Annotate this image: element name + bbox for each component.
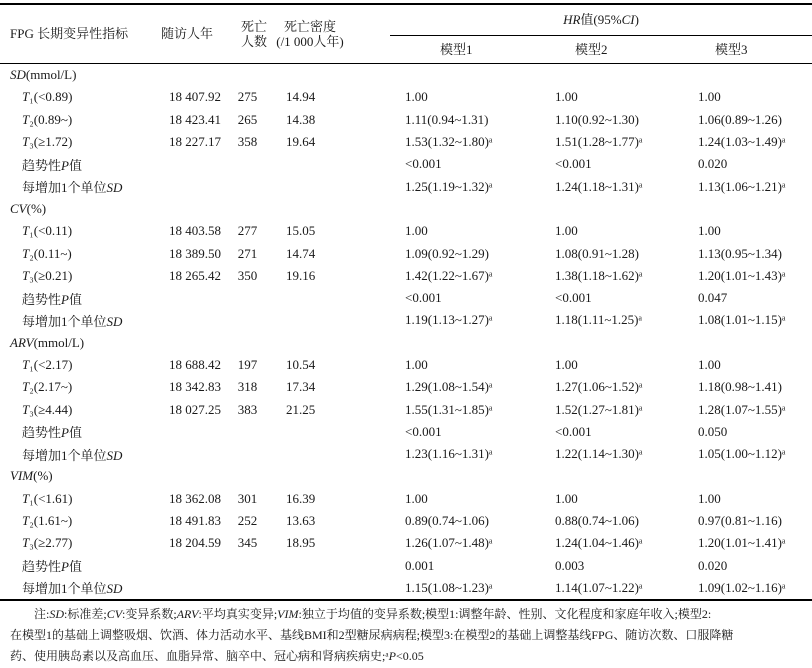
paper-table-page <box>0 3 812 667</box>
cell-deaths: 252 <box>237 513 258 529</box>
col-header-density <box>270 4 390 64</box>
cell-m1: 1.00 <box>405 490 428 506</box>
cell-m3: 1.05(1.00~1.12)ᵃ <box>698 446 786 462</box>
cell-m3: 1.18(0.98~1.41) <box>698 379 782 395</box>
col-header-density-line2: (/1 000人年) <box>276 34 344 49</box>
cell-density: 10.54 <box>286 357 316 372</box>
cell-m1: 1.19(1.13~1.27)ᵃ <box>405 312 493 328</box>
col-header-model1: 模型1 <box>440 41 473 57</box>
cell-deaths: 271 <box>237 245 258 261</box>
col-header-indicator: FPG 长期变异性指标 <box>10 26 129 42</box>
cell-m2: 0.88(0.74~1.06) <box>555 513 639 529</box>
cell-deaths: 277 <box>237 223 258 239</box>
table-footnote <box>0 601 812 667</box>
cell-label: T₁(<0.89) <box>22 89 73 105</box>
cell-m3: 0.047 <box>698 290 728 306</box>
table-row <box>0 555 812 577</box>
cell-m1: 1.00 <box>405 223 428 239</box>
cell-label: 趋势性P值 <box>22 291 82 307</box>
table-row <box>0 287 812 309</box>
cell-m3: 1.00 <box>698 357 721 372</box>
empty-cell <box>160 198 225 220</box>
col-header-model2: 模型2 <box>575 41 608 57</box>
empty-cell <box>390 465 540 487</box>
table-row <box>0 577 812 600</box>
section-label: VIM(%) <box>10 468 53 484</box>
cell-deaths: 197 <box>237 357 258 372</box>
empty-cell <box>225 198 270 220</box>
cell-m2: <0.001 <box>555 156 592 172</box>
cell-m2: 0.003 <box>555 557 585 573</box>
cell-deaths: 275 <box>237 89 258 105</box>
cell-m3: 1.09(1.02~1.16)ᵃ <box>698 579 786 595</box>
cell-m2: 1.10(0.92~1.30) <box>555 111 639 127</box>
cell-m1: 1.00 <box>405 357 428 372</box>
footnote-line: 注:SD:标准差;CV:变异系数;ARV:平均真实变异;VIM:独立于均值的变异系数;模型1:调整年龄、性别、文化程度和家庭年收入;模型2: <box>34 607 712 622</box>
cell-deaths <box>225 175 270 197</box>
cell-density: 16.39 <box>286 490 316 506</box>
cell-label: T₂(2.17~) <box>22 379 73 395</box>
cell-density: 14.74 <box>286 245 316 261</box>
cell-fu: 18 342.83 <box>169 379 221 395</box>
cell-density <box>270 577 390 600</box>
cell-deaths <box>225 153 270 175</box>
cell-label: T₃(≥2.77) <box>22 535 73 551</box>
empty-cell <box>270 64 390 87</box>
cell-m2: 1.14(1.07~1.22)ᵃ <box>555 579 643 595</box>
cell-deaths: 301 <box>237 490 258 506</box>
cell-deaths: 318 <box>237 379 258 395</box>
empty-cell <box>690 465 812 487</box>
cell-label: 趋势性P值 <box>22 157 82 173</box>
cell-label: T₃(≥0.21) <box>22 267 73 283</box>
empty-cell <box>225 465 270 487</box>
cell-m1: 1.25(1.19~1.32)ᵃ <box>405 178 493 194</box>
cell-m1: <0.001 <box>405 290 442 306</box>
cell-m3: 1.20(1.01~1.41)ᵃ <box>698 535 786 551</box>
empty-cell <box>160 332 225 354</box>
col-header-deaths <box>225 4 270 64</box>
cell-label: T₁(<2.17) <box>22 357 73 372</box>
cell-deaths: 265 <box>237 111 258 127</box>
cell-label: 每增加1个单位SD <box>22 313 123 329</box>
cell-deaths <box>225 421 270 443</box>
table-row <box>0 153 812 175</box>
table-row <box>0 354 812 376</box>
cell-fu: 18 362.08 <box>169 490 221 506</box>
cell-density <box>270 443 390 465</box>
table-row <box>0 220 812 242</box>
cell-m2: 1.52(1.27~1.81)ᵃ <box>555 401 643 417</box>
table-row <box>0 175 812 197</box>
cell-density <box>270 153 390 175</box>
table-row <box>0 86 812 108</box>
empty-cell <box>540 198 690 220</box>
cell-m3: 1.00 <box>698 89 721 105</box>
col-header-hr-group: HR值(95%CI) <box>390 4 812 36</box>
table-row <box>0 109 812 131</box>
cell-m1: 0.89(0.74~1.06) <box>405 513 489 529</box>
empty-cell <box>690 64 812 87</box>
cell-density: 14.94 <box>286 89 316 105</box>
cell-deaths: 345 <box>237 535 258 551</box>
table-row <box>0 510 812 532</box>
empty-cell <box>270 198 390 220</box>
cell-m1: 1.23(1.16~1.31)ᵃ <box>405 446 493 462</box>
fpg-variability-mortality-table <box>0 3 812 601</box>
table-row <box>0 265 812 287</box>
col-header-deaths-line1: 死亡 <box>240 18 267 34</box>
cell-density: 19.64 <box>286 134 316 150</box>
cell-fu <box>160 175 225 197</box>
cell-fu: 18 491.83 <box>169 513 221 529</box>
cell-m3: 1.20(1.01~1.43)ᵃ <box>698 267 786 283</box>
cell-fu: 18 204.59 <box>169 535 221 551</box>
cell-m2: 1.00 <box>555 89 578 105</box>
section-label: SD(mmol/L) <box>10 67 77 83</box>
cell-m1: 1.53(1.32~1.80)ᵃ <box>405 134 493 150</box>
footnote-line: 在模型1的基础上调整吸烟、饮酒、体力活动水平、基线BMI和2型糖尿病病程;模型3:在模型2的基础上调整基线FPG、随访次数、口服降糖 <box>10 628 734 643</box>
cell-deaths <box>225 309 270 331</box>
table-row <box>0 398 812 420</box>
cell-density: 15.05 <box>286 223 316 239</box>
cell-m2: <0.001 <box>555 290 592 306</box>
cell-density: 13.63 <box>286 513 316 529</box>
cell-density: 14.38 <box>286 111 316 127</box>
cell-label: 每增加1个单位SD <box>22 180 123 196</box>
table-header <box>0 4 812 64</box>
cell-m2: 1.22(1.14~1.30)ᵃ <box>555 446 643 462</box>
cell-density: 21.25 <box>286 401 316 417</box>
cell-fu: 18 265.42 <box>169 267 221 283</box>
section-row <box>0 332 812 354</box>
section-label: ARV(mmol/L) <box>10 334 85 350</box>
cell-m2: 1.51(1.28~1.77)ᵃ <box>555 134 643 150</box>
cell-deaths: 350 <box>237 267 258 283</box>
col-header-model3: 模型3 <box>715 41 748 57</box>
cell-fu: 18 688.42 <box>169 357 221 372</box>
cell-m2: 1.18(1.11~1.25)ᵃ <box>555 312 643 328</box>
cell-fu: 18 423.41 <box>169 111 221 127</box>
cell-m2: 1.00 <box>555 490 578 506</box>
cell-m2: 1.38(1.18~1.62)ᵃ <box>555 267 643 283</box>
cell-density <box>270 309 390 331</box>
cell-fu: 18 407.92 <box>169 89 221 105</box>
cell-m3: 1.28(1.07~1.55)ᵃ <box>698 401 786 417</box>
section-row <box>0 465 812 487</box>
cell-fu: 18 389.50 <box>169 245 221 261</box>
cell-m1: <0.001 <box>405 156 442 172</box>
cell-m1: 1.09(0.92~1.29) <box>405 245 489 261</box>
empty-cell <box>540 64 690 87</box>
cell-label: 每增加1个单位SD <box>22 447 123 463</box>
cell-label: 每增加1个单位SD <box>22 581 123 597</box>
col-header-person-years: 随访人年 <box>160 26 213 42</box>
cell-deaths <box>225 577 270 600</box>
cell-density <box>270 287 390 309</box>
cell-label: T₂(0.89~) <box>22 111 73 127</box>
cell-m1: 1.55(1.31~1.85)ᵃ <box>405 401 493 417</box>
cell-fu <box>160 421 225 443</box>
empty-cell <box>225 64 270 87</box>
cell-fu <box>160 287 225 309</box>
cell-m3: 0.97(0.81~1.16) <box>698 513 782 529</box>
cell-density <box>270 555 390 577</box>
cell-m1: 1.26(1.07~1.48)ᵃ <box>405 535 493 551</box>
cell-m3: 0.050 <box>698 423 728 439</box>
cell-m1: 1.42(1.22~1.67)ᵃ <box>405 267 493 283</box>
cell-label: 趋势性P值 <box>22 559 82 575</box>
cell-m2: 1.00 <box>555 223 578 239</box>
table-row <box>0 131 812 153</box>
cell-fu <box>160 443 225 465</box>
empty-cell <box>390 64 540 87</box>
cell-m3: 1.24(1.03~1.49)ᵃ <box>698 134 786 150</box>
cell-deaths: 358 <box>237 134 258 150</box>
cell-fu: 18 403.58 <box>169 223 221 239</box>
cell-density <box>270 175 390 197</box>
cell-fu <box>160 577 225 600</box>
cell-m3: 1.13(0.95~1.34) <box>698 245 782 261</box>
cell-label: T₁(<0.11) <box>22 223 73 239</box>
section-row <box>0 64 812 87</box>
cell-m3: 1.00 <box>698 490 721 506</box>
cell-m2: 1.27(1.06~1.52)ᵃ <box>555 379 643 395</box>
cell-m1: 1.00 <box>405 89 428 105</box>
cell-density <box>270 421 390 443</box>
cell-density: 19.16 <box>286 267 316 283</box>
cell-m1: 1.11(0.94~1.31) <box>405 111 489 127</box>
footnote-line: 药、使用胰岛素以及高血压、血脂异常、脑卒中、冠心病和肾病疾病史;ᵃP<0.05 <box>10 649 424 664</box>
cell-fu <box>160 555 225 577</box>
cell-m3: 0.020 <box>698 156 728 172</box>
cell-fu: 18 027.25 <box>169 401 221 417</box>
cell-label: 趋势性P值 <box>22 425 82 441</box>
table-row <box>0 532 812 554</box>
table-row <box>0 376 812 398</box>
cell-label: T₂(1.61~) <box>22 513 73 529</box>
empty-cell <box>160 64 225 87</box>
table-row <box>0 242 812 264</box>
cell-m2: 1.24(1.04~1.46)ᵃ <box>555 535 643 551</box>
empty-cell <box>160 465 225 487</box>
cell-deaths <box>225 443 270 465</box>
cell-m1: <0.001 <box>405 423 442 439</box>
cell-deaths <box>225 287 270 309</box>
table-row <box>0 488 812 510</box>
cell-fu <box>160 309 225 331</box>
section-row <box>0 198 812 220</box>
cell-m2: 1.00 <box>555 357 578 372</box>
cell-density: 17.34 <box>286 379 316 395</box>
cell-m1: 0.001 <box>405 557 435 573</box>
cell-label: T₁(<1.61) <box>22 490 73 506</box>
empty-cell <box>225 332 270 354</box>
cell-m2: 1.24(1.18~1.31)ᵃ <box>555 178 643 194</box>
cell-label: T₃(≥1.72) <box>22 134 73 150</box>
cell-label: T₃(≥4.44) <box>22 401 73 417</box>
cell-deaths <box>225 555 270 577</box>
empty-cell <box>390 332 540 354</box>
col-header-deaths-line2: 人数 <box>240 34 267 49</box>
empty-cell <box>540 332 690 354</box>
empty-cell <box>690 198 812 220</box>
empty-cell <box>540 465 690 487</box>
section-label: CV(%) <box>10 200 47 216</box>
empty-cell <box>270 332 390 354</box>
cell-m2: <0.001 <box>555 423 592 439</box>
col-header-density-line1: 死亡密度 <box>283 18 336 34</box>
table-row <box>0 443 812 465</box>
cell-m1: 1.29(1.08~1.54)ᵃ <box>405 379 493 395</box>
cell-m3: 0.020 <box>698 557 728 573</box>
empty-cell <box>690 332 812 354</box>
cell-density: 18.95 <box>286 535 316 551</box>
table-body <box>0 64 812 601</box>
cell-deaths: 383 <box>237 401 258 417</box>
cell-m3: 1.00 <box>698 223 721 239</box>
table-row <box>0 309 812 331</box>
cell-m3: 1.06(0.89~1.26) <box>698 111 782 127</box>
cell-fu <box>160 153 225 175</box>
cell-label: T₂(0.11~) <box>22 245 72 261</box>
cell-fu: 18 227.17 <box>169 134 221 150</box>
table-row <box>0 421 812 443</box>
cell-m2: 1.08(0.91~1.28) <box>555 245 639 261</box>
empty-cell <box>270 465 390 487</box>
cell-m1: 1.15(1.08~1.23)ᵃ <box>405 579 493 595</box>
empty-cell <box>390 198 540 220</box>
cell-m3: 1.13(1.06~1.21)ᵃ <box>698 178 786 194</box>
cell-m3: 1.08(1.01~1.15)ᵃ <box>698 312 786 328</box>
header-row-1 <box>0 4 812 36</box>
